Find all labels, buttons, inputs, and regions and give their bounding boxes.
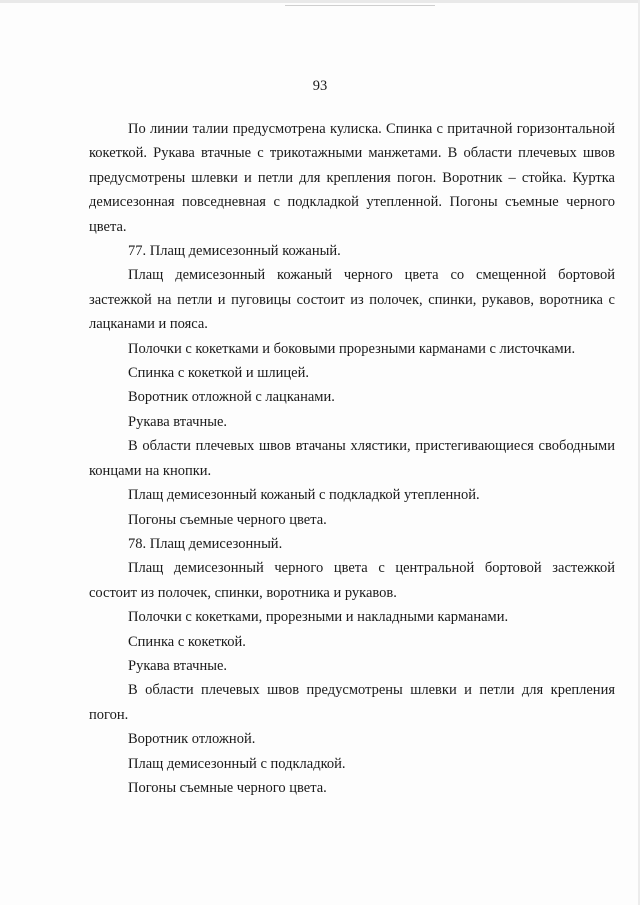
paragraph: По линии талии предусмотрена кулиска. Спинка с притачной горизонтальной кокеткой. Рукава втачные с трикотажными манжетами. В области плечевых швов предусмотрены шлевки и петли для крепления погон. Воротник – стойка. Куртка демисезонная повседневная с подкладкой утепленной. Погоны съемные черного цвета. [89,121,615,235]
paragraph: В области плечевых швов втачаны хлястики, пристегивающиеся свободными концами на кнопки. [89,438,615,479]
paragraph: Плащ демисезонный кожаный с подкладкой утепленной. [128,487,480,504]
paragraph: Полочки с кокетками и боковыми прорезными карманами с листочками. [128,340,576,357]
paragraph: В области плечевых швов предусмотрены шлевки и петли для крепления погон. [89,682,615,723]
paragraph: Полочки с кокетками, прорезными и накладными карманами. [128,609,509,626]
paragraph: Воротник отложной. [128,731,256,748]
body-text [89,117,615,800]
paragraph: Спинка с кокеткой и шлицей. [128,365,309,382]
paragraph: Рукава втачные. [128,657,228,674]
page-number: 93 [312,78,328,94]
paragraph: Плащ демисезонный с подкладкой. [128,755,346,772]
paragraph: Воротник отложной с лацканами. [128,389,335,406]
section-heading-77: 77. Плащ демисезонный кожаный. [128,243,341,260]
paragraph: Погоны съемные черного цвета. [128,511,327,528]
scan-top-edge [0,0,640,3]
section-heading-78: 78. Плащ демисезонный. [128,535,283,552]
paragraph: Спинка с кокеткой. [128,633,246,650]
paragraph: Рукава втачные. [128,413,228,430]
scan-top-rule [285,5,435,6]
paragraph: Плащ демисезонный кожаный черного цвета со смещенной бортовой застежкой на петли и пуговицы состоит из полочек, спинки, рукавов, воротника с лацканами и пояса. [89,267,615,333]
paragraph: Плащ демисезонный черного цвета с центральной бортовой застежкой состоит из полочек, спинки, воротника и рукавов. [89,560,615,601]
paragraph: Погоны съемные черного цвета. [128,779,327,796]
